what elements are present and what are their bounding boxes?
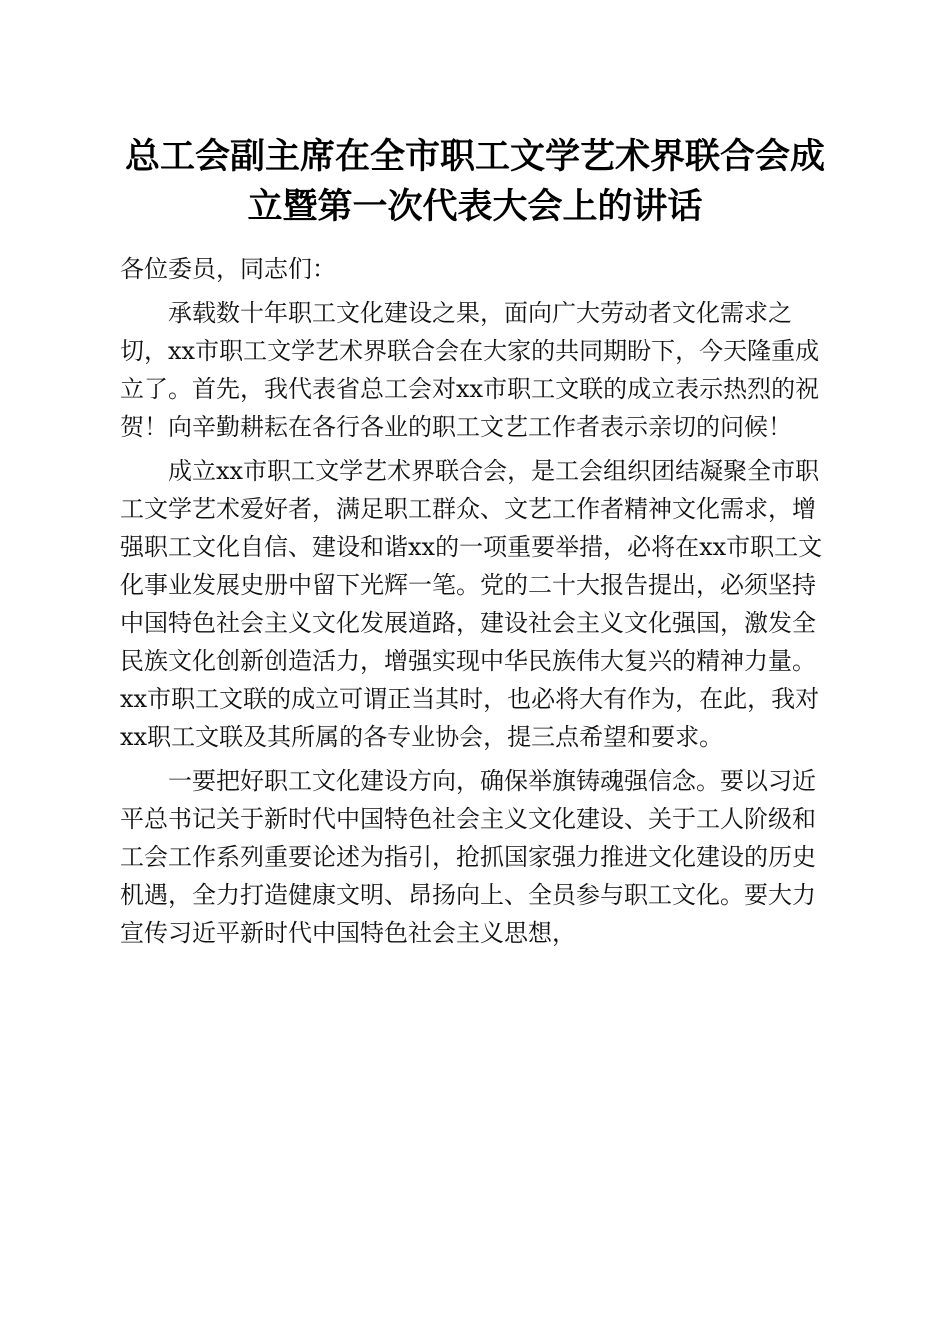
paragraph-1: 承载数十年职工文化建设之果，面向广大劳动者文化需求之切，xx市职工文学艺术界联合会在大家的共同期盼下，今天隆重成立了。首先，我代表省总工会对xx市职工文联的成立表示热烈的祝贺！向辛勤耕耘在各行各业的职工文艺工作者表示亲切的问候！ (120, 299, 820, 441)
document-title (100, 132, 850, 232)
salutation: 各位委员，同志们： (120, 255, 336, 283)
title-line-2: 立暨第一次代表大会上的讲话 (247, 186, 703, 227)
title-line-1: 总工会副主席在全市职工文学艺术界联合会成 (124, 136, 825, 177)
paragraph-2: 成立xx市职工文学艺术界联合会，是工会组织团结凝聚全市职工文学艺术爱好者，满足职工群众、文艺工作者精神文化需求，增强职工文化自信、建设和谐xx的一项重要举措，必将在xx市职工文化事业发展史册中留下光辉一笔。党的二十大报告提出，必须坚持中国特色社会主义文化发展道路，建设社会主义文化强国，激发全民族文化创新创造活力，增强实现中华民族伟大复兴的精神力量。xx市职工文联的成立可谓正当其时，也必将大有作为，在此，我对xx职工文联及其所属的各专业协会，提三点希望和要求。 (120, 457, 823, 751)
paragraph-3: 一要把好职工文化建设方向，确保举旗铸魂强信念。要以习近平总书记关于新时代中国特色社会主义文化建设、关于工人阶级和工会工作系列重要论述为指引，抢抓国家强力推进文化建设的历史机遇，全力打造健康文明、昂扬向上、全员参与职工文化。要大力宣传习近平新时代中国特色社会主义思想， (120, 767, 816, 947)
document-body (120, 250, 830, 952)
